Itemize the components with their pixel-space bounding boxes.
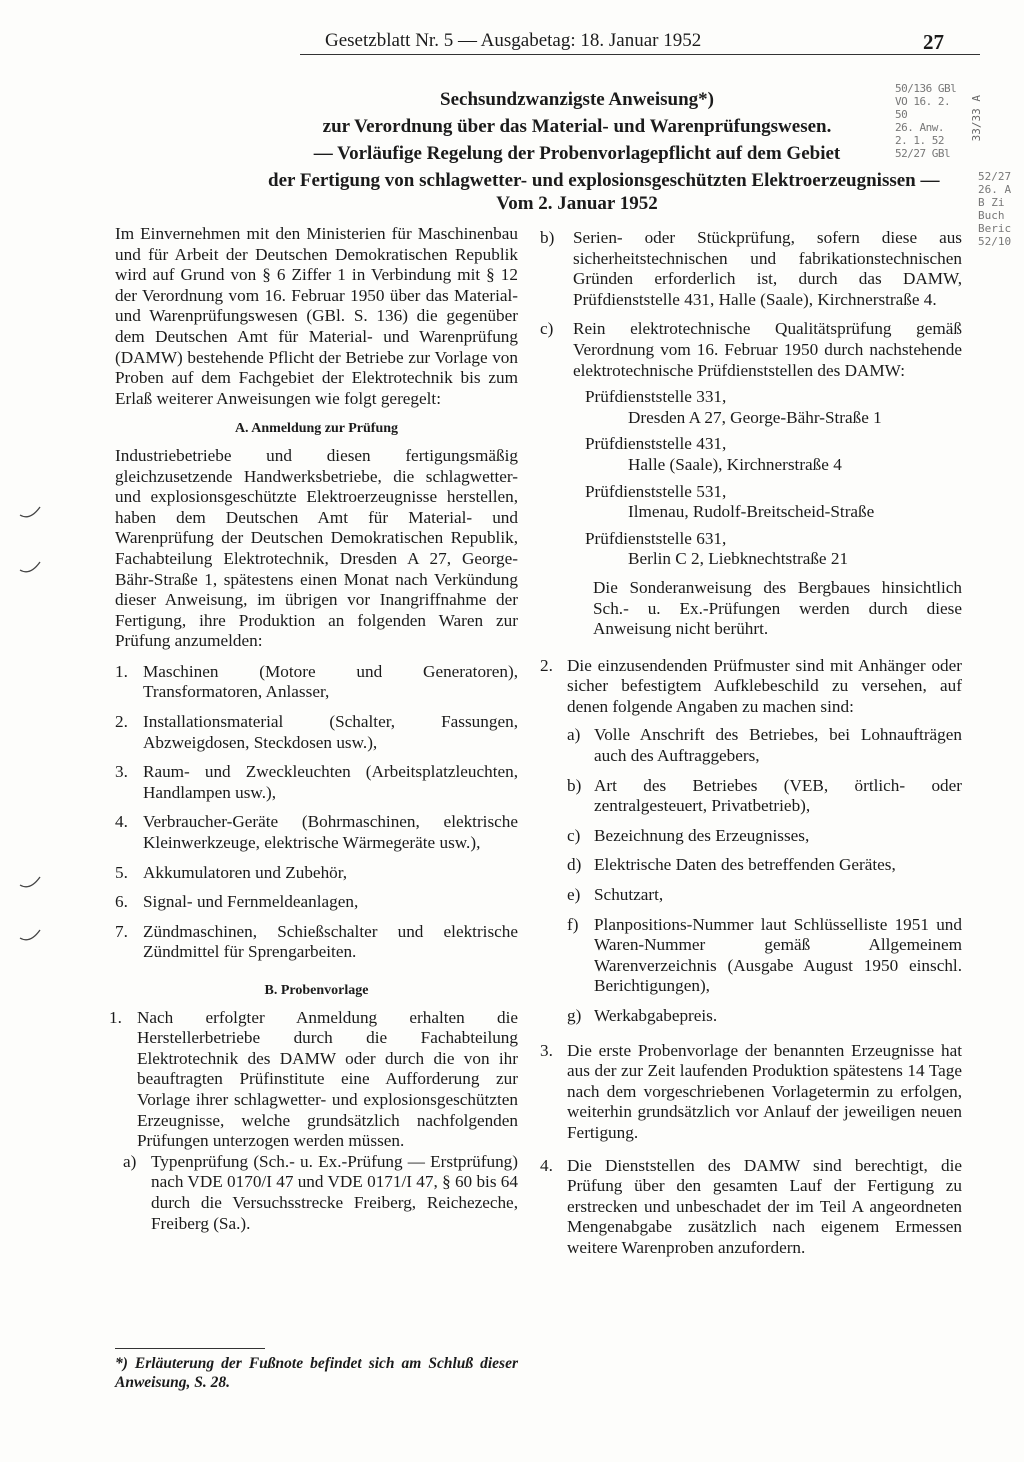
right-column (540, 228, 962, 1267)
item-number: 2. (540, 655, 553, 675)
sub-item-letter: b) (567, 775, 582, 795)
list-item (115, 762, 518, 803)
station-name: Prüfdienststelle 531, (585, 481, 727, 501)
sub-item-c (540, 319, 962, 381)
footnote-marker: *) (115, 1355, 128, 1372)
item-text: Maschinen (Motore und Generatoren), Transformatoren, Anlasser, (143, 661, 518, 702)
list-item (115, 712, 518, 753)
sub-item-b (540, 228, 962, 310)
sub-item-letter: a) (567, 725, 581, 745)
item-text: Installationsmaterial (Schalter, Fassungen, Abzweigdosen, Steckdosen usw.), (143, 712, 518, 752)
document-date: Vom 2. Januar 1952 (496, 193, 658, 214)
margin-line: VO 16. 2. 50 (895, 95, 951, 121)
check-mark-icon (18, 928, 42, 944)
title-line: zur Verordnung über das Material- und Warenprüfungswesen. (322, 116, 832, 137)
page-number: 27 (923, 30, 944, 54)
sub-item-a (123, 1152, 518, 1234)
margin-line: B Zi (978, 196, 1005, 209)
title-line: — Vorläufige Regelung der Probenvorlagepflicht auf dem Gebiet (313, 143, 841, 164)
item-text: Raum- und Zweckleuchten (Arbeitsplatzleuchten, Handlampen usw.), (143, 762, 518, 802)
sub-item-text: Art des Betriebes (VEB, örtlich- oder zentralgesteuert, Privatbetrieb), (594, 775, 962, 816)
margin-line: Beric (978, 222, 1012, 235)
margin-line: 52/27 GBl (895, 147, 951, 160)
list-item (115, 662, 518, 703)
section-b-item-1 (109, 1007, 518, 1152)
item-text: Signal- und Fernmeldeanlagen, (143, 892, 359, 912)
sub-item-letter: c) (567, 825, 581, 845)
sub-item-text: Typenprüfung (Sch.- u. Ex.-Prüfung — Erstprüfung) nach VDE 0170/I 47 und VDE 0171/I 47, § 60 bis 64 durch die Versuchsstrecke Freiberg, Reichezeche, Freiberg (Sa.). (151, 1151, 518, 1233)
station-address: Dresden A 27, George-Bähr-Straße 1 (628, 407, 882, 427)
sub-item-letter: f) (567, 914, 579, 934)
requirement-item (567, 915, 962, 997)
item-number: 5. (115, 862, 128, 882)
left-column (109, 224, 518, 1234)
list-item (115, 922, 518, 963)
list-item (115, 863, 518, 884)
item-number: 7. (115, 921, 128, 941)
sub-item-text: Serien- oder Stückprüfung, sofern diese aus sicherheitstechnischen und fabrikationstechnischen Gründen erforderlich ist, durch das DAMW, Prüfdienststelle 431, Halle (Saale), Kirchnerstraße 4. (573, 228, 962, 309)
sub-item-text: Elektrische Daten des betreffenden Gerätes, (594, 855, 896, 875)
requirement-item (567, 855, 962, 876)
margin-line: 26. A (978, 183, 1012, 196)
section-b-item-4 (540, 1156, 962, 1259)
footnote (115, 1354, 518, 1392)
test-stations-list (585, 387, 962, 570)
header-text: Gesetzblatt Nr. 5 — Ausgabetag: 18. Januar 1952 (325, 30, 702, 51)
list-item (115, 812, 518, 853)
section-b-item-3 (540, 1041, 962, 1144)
section-b-heading: B. Probenvorlage (264, 983, 369, 998)
item-number: 4. (540, 1155, 553, 1175)
title-line: Sechsundzwanzigste Anweisung*) (440, 89, 714, 110)
section-a-text: Industriebetriebe und diesen fertigungsmäßig gleichzusetzende Handwerksbetriebe, die schlagwetter- und explosionsgeschützte Elektroerzeugnisse herstellen, haben dem Deutschen Amt für Material- und Warenprüfung der Deutschen Demokratischen Republik, Fachabteilung Elektrotechnik, Dresden A 27, George-Bähr-Straße 1, spätestens einen Monat nach Verkündung dieser Anweisung, im übrigen vor Inangriffnahme der Fertigung, ihre Produktion an folgenden Waren zur Prüfung anzumelden: (115, 445, 518, 651)
footnote-text: Erläuterung der Fußnote befindet sich am Schluß dieser Anweisung, S. 28. (115, 1355, 518, 1391)
station-name: Prüfdienststelle 631, (585, 528, 727, 548)
item-text: Die erste Probenvorlage der benannten Erzeugnisse hat aus der zur Zeit laufenden Produktion spätestens 14 Tage nach dem vorgeschriebenen Vorlagetermin zu erfolgen, weiterhin grundsätzlich vor Anlauf der jeweiligen neuen Fertigung. (567, 1040, 962, 1142)
margin-line: 52/27 (978, 170, 1012, 183)
margin-line: 50/136 GBl (895, 82, 957, 95)
requirement-item (567, 826, 962, 847)
margin-line: 52/10 (978, 235, 1012, 248)
section-a-heading: A. Anmeldung zur Prüfung (234, 421, 399, 437)
station-address: Berlin C 2, Liebknechtstraße 21 (628, 549, 849, 569)
sub-item-text: Rein elektrotechnische Qualitätsprüfung gemäß Verordnung vom 16. Februar 1950 durch nachstehende elektrotechnische Prüfdienststellen des DAMW: (573, 319, 962, 380)
label-requirements-list (567, 725, 962, 1026)
item-number: 1. (109, 1007, 122, 1027)
sub-item-letter: c) (540, 319, 554, 339)
sub-item-text: Bezeichnung des Erzeugnisses, (594, 825, 810, 845)
sub-item-text: Schutzart, (594, 885, 664, 905)
sub-item-text: Werkabgabepreis. (594, 1006, 718, 1025)
margin-note-right (978, 170, 1024, 248)
margin-note-vertical: 33/33 A (970, 95, 983, 142)
check-mark-icon (18, 560, 42, 576)
requirement-item (567, 725, 962, 766)
item-text: Verbraucher-Geräte (Bohrmaschinen, elektrische Kleinwerkzeuge, elektrische Wärmegeräte usw.), (143, 812, 518, 853)
sub-item-letter: d) (567, 855, 582, 875)
list-item (115, 892, 518, 913)
item-number: 4. (115, 812, 128, 832)
requirement-item (567, 1006, 962, 1027)
sub-item-letter: g) (567, 1006, 582, 1025)
header-rule (300, 54, 980, 55)
sub-item-letter: b) (540, 228, 555, 247)
sub-item-text: Volle Anschrift des Betriebes, bei Lohnaufträgen auch des Auftraggebers, (594, 725, 962, 766)
item-number: 3. (115, 762, 128, 782)
item-number: 2. (115, 712, 128, 732)
item-number: 6. (115, 892, 128, 912)
footnote-rule (115, 1348, 265, 1349)
check-mark-icon (18, 875, 42, 891)
station-address: Ilmenau, Rudolf-Breitscheid-Straße (628, 502, 875, 522)
item-text: Zündmaschinen, Schießschalter und elektrische Zündmittel für Sprengarbeiten. (143, 921, 518, 962)
requirement-item (567, 776, 962, 817)
sub-item-letter: e) (567, 885, 581, 905)
station-address: Halle (Saale), Kirchnerstraße 4 (628, 454, 842, 474)
margin-line: Buch (978, 209, 1005, 222)
item-text: Nach erfolgter Anmeldung erhalten die Herstellerbetriebe durch die Fachabteilung Elektrotechnik des DAMW oder durch die von ihr beauftragten Prüfinstitute eine Aufforderung zur Vorlage ihrer schlagwetter- und explosionsgeschützten Erzeugnisse, welche grundsätzlich nachfolgenden Prüfungen unterzogen werden müssen. (137, 1007, 518, 1151)
requirement-item (567, 885, 962, 906)
item-text: Akkumulatoren und Zubehör, (143, 862, 348, 882)
item-number: 3. (540, 1040, 553, 1060)
margin-line: 2. 1. 52 (895, 134, 944, 147)
check-mark-icon (18, 505, 42, 521)
station-name: Prüfdienststelle 431, (585, 434, 727, 454)
item-text: Die Dienststellen des DAMW sind berechtigt, die Prüfung über den gesamten Lauf der Fertigung zu erstrecken und unbeschadet der im Teil A angeordneten Mengenabgabe zusätzlich nach eigenem Ermessen weitere Warenproben anzufordern. (567, 1155, 962, 1257)
margin-note-top-right (895, 82, 965, 160)
sub-item-text: Planpositions-Nummer laut Schlüsselliste 1951 und Waren-Nummer gemäß Allgemeinem Warenverzeichnis (Ausgabe August 1950 einschl. Berichtigungen), (594, 914, 962, 996)
item-number: 1. (115, 661, 128, 681)
intro-paragraph: Im Einvernehmen mit den Ministerien für Maschinenbau und für Arbeit der Deutschen Demokratischen Republik wird auf Grund von § 6 Ziffer 1 in Verbindung mit § 12 der Verordnung vom 16. Februar 1950 über das Material- und Warenprüfungswesen (GBl. S. 136) die gegenüber dem Deutschen Amt für Material- und Warenprüfung (DAMW) bestehende Pflicht der Betriebe zur Vorlage von Proben auf dem Fachgebiet der Elektrotechnik bis zum Erlaß weiterer Anweisungen wie folgt geregelt: (115, 224, 518, 408)
sub-item-letter: a) (123, 1151, 137, 1171)
item-text: Die einzusendenden Prüfmuster sind mit Anhänger oder sicher befestigtem Aufklebeschild zu versehen, auf denen folgende Angaben zu machen sind: (567, 655, 962, 716)
section-b-item-2 (540, 656, 962, 718)
station-name: Prüfdienststelle 331, (585, 387, 727, 407)
title-line: der Fertigung von schlagwetter- und explosionsgeschützten Elektroerzeugnissen — (268, 170, 940, 191)
sonder-note: Die Sonderanweisung des Bergbaues hinsichtlich Sch.- u. Ex.-Prüfungen werden durch diese Anweisung nicht berührt. (593, 577, 962, 639)
margin-line: 26. Anw. (895, 121, 944, 134)
